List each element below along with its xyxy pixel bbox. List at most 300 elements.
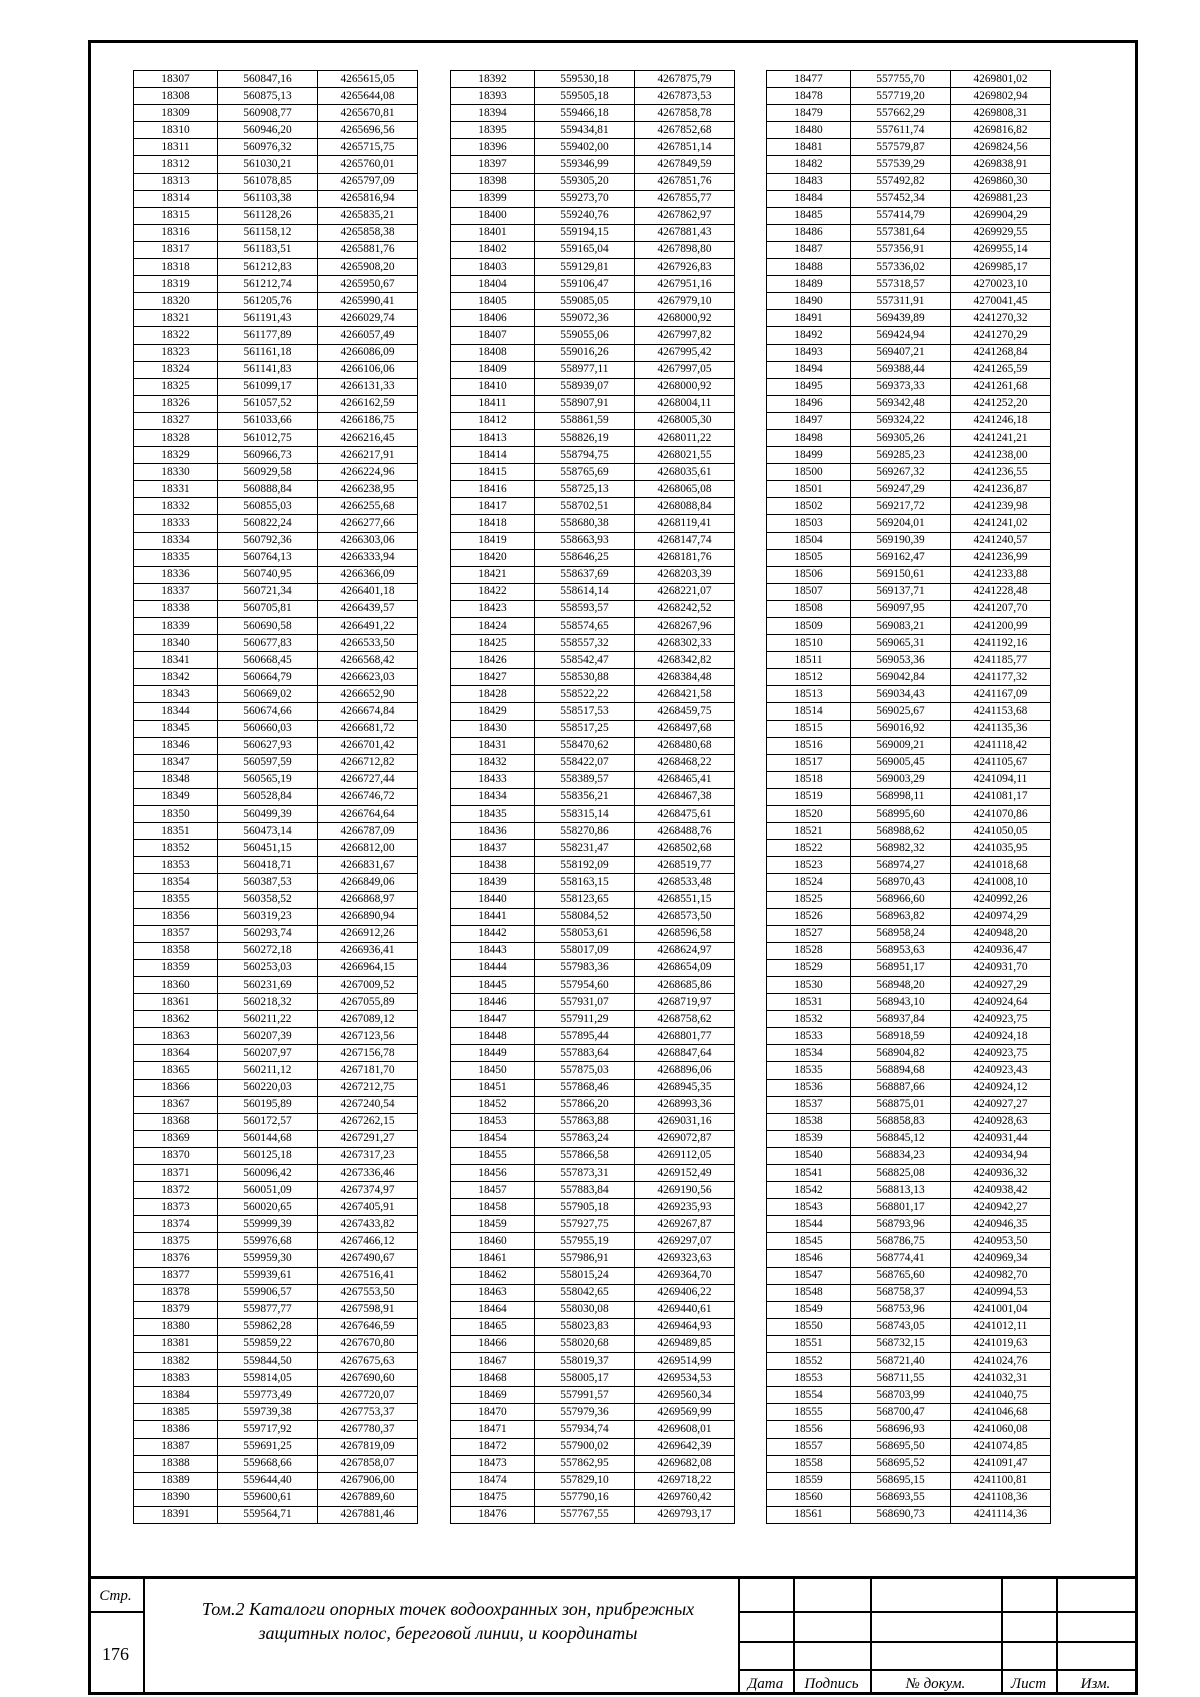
point-number-cell: 18327 [134, 412, 218, 429]
table-row [134, 173, 418, 190]
x-coordinate-cell: 560096,42 [218, 1165, 318, 1182]
x-coordinate-cell: 558593,57 [535, 600, 635, 617]
point-number-cell: 18527 [767, 925, 851, 942]
point-number-cell: 18411 [451, 395, 535, 412]
y-coordinate-cell: 4268035,61 [635, 464, 735, 481]
point-number-cell: 18395 [451, 122, 535, 139]
table-row [134, 1096, 418, 1113]
point-number-cell: 18442 [451, 925, 535, 942]
table-row [767, 737, 1051, 754]
table-row [134, 618, 418, 635]
table-row [451, 1182, 735, 1199]
y-coordinate-cell: 4267849,59 [635, 156, 735, 173]
x-coordinate-cell: 569034,43 [851, 686, 951, 703]
x-coordinate-cell: 559600,61 [218, 1489, 318, 1506]
x-coordinate-cell: 558702,51 [535, 498, 635, 515]
table-row [134, 994, 418, 1011]
point-number-cell: 18533 [767, 1028, 851, 1045]
sheet-label: Лист [1010, 1675, 1047, 1692]
y-coordinate-cell: 4265644,08 [318, 88, 418, 105]
table-row [767, 71, 1051, 88]
point-number-cell: 18472 [451, 1438, 535, 1455]
point-number-cell: 18499 [767, 447, 851, 464]
table-row [767, 241, 1051, 258]
x-coordinate-cell: 560674,66 [218, 703, 318, 720]
y-coordinate-cell: 4268945,35 [635, 1079, 735, 1096]
y-coordinate-cell: 4268468,22 [635, 754, 735, 771]
table-row [767, 583, 1051, 600]
point-number-cell: 18361 [134, 994, 218, 1011]
point-number-cell: 18510 [767, 635, 851, 652]
point-number-cell: 18344 [134, 703, 218, 720]
y-coordinate-cell: 4266217,91 [318, 447, 418, 464]
x-coordinate-cell: 558765,69 [535, 464, 635, 481]
y-coordinate-cell: 4268519,77 [635, 857, 735, 874]
point-number-cell: 18544 [767, 1216, 851, 1233]
x-coordinate-cell: 558557,32 [535, 635, 635, 652]
x-coordinate-cell: 568793,96 [851, 1216, 951, 1233]
y-coordinate-cell: 4268005,30 [635, 412, 735, 429]
point-number-cell: 18441 [451, 908, 535, 925]
point-number-cell: 18525 [767, 891, 851, 908]
y-coordinate-cell: 4267181,70 [318, 1062, 418, 1079]
x-coordinate-cell: 569285,23 [851, 447, 951, 464]
y-coordinate-cell: 4269569,99 [635, 1404, 735, 1421]
y-coordinate-cell: 4240942,27 [951, 1199, 1051, 1216]
y-coordinate-cell: 4240936,32 [951, 1165, 1051, 1182]
change-label: Изм. [1080, 1675, 1111, 1692]
y-coordinate-cell: 4241114,36 [951, 1506, 1051, 1523]
point-number-cell: 18421 [451, 566, 535, 583]
table-row [451, 1267, 735, 1284]
point-number-cell: 18557 [767, 1438, 851, 1455]
x-coordinate-cell: 568700,47 [851, 1404, 951, 1421]
x-coordinate-cell: 557719,20 [851, 88, 951, 105]
table-row [767, 1284, 1051, 1301]
point-number-cell: 18330 [134, 464, 218, 481]
x-coordinate-cell: 557955,19 [535, 1233, 635, 1250]
y-coordinate-cell: 4266029,74 [318, 310, 418, 327]
point-number-cell: 18322 [134, 327, 218, 344]
y-coordinate-cell: 4269297,07 [635, 1233, 735, 1250]
x-coordinate-cell: 557983,36 [535, 959, 635, 976]
y-coordinate-cell: 4240948,20 [951, 925, 1051, 942]
point-number-cell: 18320 [134, 293, 218, 310]
table-row [451, 276, 735, 293]
table-row [767, 481, 1051, 498]
x-coordinate-cell: 557492,82 [851, 173, 951, 190]
y-coordinate-cell: 4240928,63 [951, 1113, 1051, 1130]
y-coordinate-cell: 4266674,84 [318, 703, 418, 720]
table-row [767, 1387, 1051, 1404]
point-number-cell: 18424 [451, 618, 535, 635]
y-coordinate-cell: 4268242,52 [635, 600, 735, 617]
y-coordinate-cell: 4267951,16 [635, 276, 735, 293]
table-row [767, 1250, 1051, 1267]
table-row [767, 1011, 1051, 1028]
y-coordinate-cell: 4241070,86 [951, 806, 1051, 823]
point-number-cell: 18331 [134, 481, 218, 498]
x-coordinate-cell: 559773,49 [218, 1387, 318, 1404]
y-coordinate-cell: 4267881,46 [318, 1506, 418, 1523]
y-coordinate-cell: 4240946,35 [951, 1216, 1051, 1233]
y-coordinate-cell: 4267374,97 [318, 1182, 418, 1199]
table-row [451, 1387, 735, 1404]
y-coordinate-cell: 4269881,23 [951, 190, 1051, 207]
table-row [451, 344, 735, 361]
x-coordinate-cell: 568953,63 [851, 942, 951, 959]
table-row [134, 71, 418, 88]
point-number-cell: 18393 [451, 88, 535, 105]
y-coordinate-cell: 4270041,45 [951, 293, 1051, 310]
y-coordinate-cell: 4266533,50 [318, 635, 418, 652]
x-coordinate-cell: 561212,83 [218, 259, 318, 276]
point-number-cell: 18479 [767, 105, 851, 122]
x-coordinate-cell: 560597,59 [218, 754, 318, 771]
point-number-cell: 18531 [767, 994, 851, 1011]
point-number-cell: 18341 [134, 652, 218, 669]
point-number-cell: 18340 [134, 635, 218, 652]
point-number-cell: 18545 [767, 1233, 851, 1250]
point-number-cell: 18534 [767, 1045, 851, 1062]
x-coordinate-cell: 557539,29 [851, 156, 951, 173]
x-coordinate-cell: 568703,99 [851, 1387, 951, 1404]
y-coordinate-cell: 4265715,75 [318, 139, 418, 156]
x-coordinate-cell: 558315,14 [535, 806, 635, 823]
point-number-cell: 18380 [134, 1318, 218, 1335]
point-number-cell: 18555 [767, 1404, 851, 1421]
table-row [134, 583, 418, 600]
table-row [767, 515, 1051, 532]
point-number-cell: 18313 [134, 173, 218, 190]
table-row [451, 806, 735, 823]
x-coordinate-cell: 558542,47 [535, 652, 635, 669]
y-coordinate-cell: 4267553,50 [318, 1284, 418, 1301]
table-row [134, 857, 418, 874]
y-coordinate-cell: 4241228,48 [951, 583, 1051, 600]
table-row [767, 891, 1051, 908]
point-number-cell: 18426 [451, 652, 535, 669]
point-number-cell: 18537 [767, 1096, 851, 1113]
y-coordinate-cell: 4267317,23 [318, 1147, 418, 1164]
table-row [451, 618, 735, 635]
table-row [451, 1011, 735, 1028]
table-row [451, 720, 735, 737]
point-number-cell: 18326 [134, 395, 218, 412]
table-row [451, 156, 735, 173]
point-number-cell: 18336 [134, 566, 218, 583]
x-coordinate-cell: 560764,13 [218, 549, 318, 566]
x-coordinate-cell: 559402,00 [535, 139, 635, 156]
x-coordinate-cell: 560875,13 [218, 88, 318, 105]
point-number-cell: 18503 [767, 515, 851, 532]
table-row [134, 823, 418, 840]
x-coordinate-cell: 560220,03 [218, 1079, 318, 1096]
x-coordinate-cell: 557900,02 [535, 1438, 635, 1455]
y-coordinate-cell: 4266333,94 [318, 549, 418, 566]
x-coordinate-cell: 559644,40 [218, 1472, 318, 1489]
y-coordinate-cell: 4268475,61 [635, 806, 735, 823]
table-row [767, 1216, 1051, 1233]
x-coordinate-cell: 560125,18 [218, 1147, 318, 1164]
x-coordinate-cell: 557829,10 [535, 1472, 635, 1489]
y-coordinate-cell: 4240924,12 [951, 1079, 1051, 1096]
x-coordinate-cell: 559939,61 [218, 1267, 318, 1284]
table-row [451, 669, 735, 686]
point-number-cell: 18496 [767, 395, 851, 412]
point-number-cell: 18465 [451, 1318, 535, 1335]
y-coordinate-cell: 4240994,53 [951, 1284, 1051, 1301]
table-row [451, 891, 735, 908]
x-coordinate-cell: 558030,08 [535, 1301, 635, 1318]
table-row [767, 224, 1051, 241]
point-number-cell: 18311 [134, 139, 218, 156]
x-coordinate-cell: 560855,03 [218, 498, 318, 515]
y-coordinate-cell: 4266912,26 [318, 925, 418, 942]
table-row [767, 1335, 1051, 1352]
y-coordinate-cell: 4267858,07 [318, 1455, 418, 1472]
y-coordinate-cell: 4240924,64 [951, 994, 1051, 1011]
table-row [451, 1318, 735, 1335]
table-row [451, 600, 735, 617]
y-coordinate-cell: 4269489,85 [635, 1335, 735, 1352]
date-label: Дата [747, 1675, 784, 1692]
y-coordinate-cell: 4267690,60 [318, 1370, 418, 1387]
table-row [134, 1370, 418, 1387]
table-row [767, 1096, 1051, 1113]
table-row [451, 1370, 735, 1387]
x-coordinate-cell: 558123,65 [535, 891, 635, 908]
y-coordinate-cell: 4268467,38 [635, 788, 735, 805]
x-coordinate-cell: 559691,25 [218, 1438, 318, 1455]
x-coordinate-cell: 569097,95 [851, 600, 951, 617]
y-coordinate-cell: 4266186,75 [318, 412, 418, 429]
x-coordinate-cell: 557895,44 [535, 1028, 635, 1045]
point-number-cell: 18468 [451, 1370, 535, 1387]
point-number-cell: 18481 [767, 139, 851, 156]
y-coordinate-cell: 4241239,98 [951, 498, 1051, 515]
x-coordinate-cell: 568995,60 [851, 806, 951, 823]
point-number-cell: 18440 [451, 891, 535, 908]
point-number-cell: 18504 [767, 532, 851, 549]
y-coordinate-cell: 4268596,58 [635, 925, 735, 942]
y-coordinate-cell: 4240992,26 [951, 891, 1051, 908]
x-coordinate-cell: 568834,23 [851, 1147, 951, 1164]
point-number-cell: 18335 [134, 549, 218, 566]
x-coordinate-cell: 558517,25 [535, 720, 635, 737]
x-coordinate-cell: 561128,26 [218, 207, 318, 224]
table-row [451, 1250, 735, 1267]
table-row [451, 959, 735, 976]
table-row [451, 1062, 735, 1079]
y-coordinate-cell: 4241236,87 [951, 481, 1051, 498]
x-coordinate-cell: 560669,02 [218, 686, 318, 703]
point-number-cell: 18412 [451, 412, 535, 429]
point-number-cell: 18385 [134, 1404, 218, 1421]
table-row [451, 1147, 735, 1164]
table-row [451, 464, 735, 481]
point-number-cell: 18428 [451, 686, 535, 703]
y-coordinate-cell: 4267862,97 [635, 207, 735, 224]
document-number-label: № докум. [905, 1675, 966, 1692]
point-number-cell: 18398 [451, 173, 535, 190]
x-coordinate-cell: 560499,39 [218, 806, 318, 823]
y-coordinate-cell: 4241108,36 [951, 1489, 1051, 1506]
point-number-cell: 18437 [451, 840, 535, 857]
y-coordinate-cell: 4266238,95 [318, 481, 418, 498]
table-row [767, 173, 1051, 190]
table-row [134, 447, 418, 464]
x-coordinate-cell: 558005,17 [535, 1370, 635, 1387]
point-number-cell: 18486 [767, 224, 851, 241]
x-coordinate-cell: 568963,82 [851, 908, 951, 925]
y-coordinate-cell: 4269152,49 [635, 1165, 735, 1182]
y-coordinate-cell: 4266812,00 [318, 840, 418, 857]
table-row [767, 1079, 1051, 1096]
y-coordinate-cell: 4241236,99 [951, 549, 1051, 566]
table-row [451, 190, 735, 207]
x-coordinate-cell: 559877,77 [218, 1301, 318, 1318]
table-row [767, 806, 1051, 823]
table-row [451, 1353, 735, 1370]
x-coordinate-cell: 559305,20 [535, 173, 635, 190]
table-row [451, 327, 735, 344]
x-coordinate-cell: 558015,24 [535, 1267, 635, 1284]
x-coordinate-cell: 557873,31 [535, 1165, 635, 1182]
table-row [767, 344, 1051, 361]
x-coordinate-cell: 560888,84 [218, 481, 318, 498]
y-coordinate-cell: 4267873,53 [635, 88, 735, 105]
x-coordinate-cell: 569009,21 [851, 737, 951, 754]
x-coordinate-cell: 557868,46 [535, 1079, 635, 1096]
x-coordinate-cell: 568711,55 [851, 1370, 951, 1387]
table-row [767, 754, 1051, 771]
x-coordinate-cell: 557336,02 [851, 259, 951, 276]
y-coordinate-cell: 4265816,94 [318, 190, 418, 207]
x-coordinate-cell: 557927,75 [535, 1216, 635, 1233]
point-number-cell: 18436 [451, 823, 535, 840]
point-number-cell: 18369 [134, 1130, 218, 1147]
y-coordinate-cell: 4266936,41 [318, 942, 418, 959]
point-number-cell: 18447 [451, 1011, 535, 1028]
x-coordinate-cell: 568696,93 [851, 1421, 951, 1438]
x-coordinate-cell: 568982,32 [851, 840, 951, 857]
x-coordinate-cell: 559814,05 [218, 1370, 318, 1387]
y-coordinate-cell: 4265670,81 [318, 105, 418, 122]
y-coordinate-cell: 4267466,12 [318, 1233, 418, 1250]
table-row [767, 207, 1051, 224]
table-row [767, 395, 1051, 412]
x-coordinate-cell: 559717,92 [218, 1421, 318, 1438]
point-number-cell: 18454 [451, 1130, 535, 1147]
x-coordinate-cell: 569342,48 [851, 395, 951, 412]
table-row [451, 771, 735, 788]
point-number-cell: 18416 [451, 481, 535, 498]
x-coordinate-cell: 560293,74 [218, 925, 318, 942]
table-row [134, 686, 418, 703]
y-coordinate-cell: 4267212,75 [318, 1079, 418, 1096]
table-row [134, 1199, 418, 1216]
y-coordinate-cell: 4241081,17 [951, 788, 1051, 805]
table-row [134, 532, 418, 549]
table-row [767, 720, 1051, 737]
point-number-cell: 18362 [134, 1011, 218, 1028]
x-coordinate-cell: 560528,84 [218, 788, 318, 805]
point-number-cell: 18506 [767, 566, 851, 583]
point-number-cell: 18444 [451, 959, 535, 976]
x-coordinate-cell: 558939,07 [535, 378, 635, 395]
x-coordinate-cell: 559564,71 [218, 1506, 318, 1523]
point-number-cell: 18399 [451, 190, 535, 207]
table-row [451, 88, 735, 105]
point-number-cell: 18375 [134, 1233, 218, 1250]
point-number-cell: 18509 [767, 618, 851, 635]
x-coordinate-cell: 560272,18 [218, 942, 318, 959]
x-coordinate-cell: 568825,08 [851, 1165, 951, 1182]
point-number-cell: 18329 [134, 447, 218, 464]
x-coordinate-cell: 560051,09 [218, 1182, 318, 1199]
x-coordinate-cell: 560664,79 [218, 669, 318, 686]
point-number-cell: 18446 [451, 994, 535, 1011]
x-coordinate-cell: 559466,18 [535, 105, 635, 122]
table-row [134, 1284, 418, 1301]
table-row [767, 959, 1051, 976]
x-coordinate-cell: 557356,91 [851, 241, 951, 258]
point-number-cell: 18309 [134, 105, 218, 122]
point-number-cell: 18536 [767, 1079, 851, 1096]
point-number-cell: 18318 [134, 259, 218, 276]
table-row [767, 1233, 1051, 1250]
table-row [451, 378, 735, 395]
x-coordinate-cell: 557979,36 [535, 1404, 635, 1421]
point-number-cell: 18471 [451, 1421, 535, 1438]
point-number-cell: 18515 [767, 720, 851, 737]
x-coordinate-cell: 560966,73 [218, 447, 318, 464]
x-coordinate-cell: 557311,91 [851, 293, 951, 310]
y-coordinate-cell: 4267753,37 [318, 1404, 418, 1421]
table-row [134, 122, 418, 139]
x-coordinate-cell: 560172,57 [218, 1113, 318, 1130]
table-row [134, 1506, 418, 1523]
table-row [134, 310, 418, 327]
point-number-cell: 18419 [451, 532, 535, 549]
x-coordinate-cell: 559959,30 [218, 1250, 318, 1267]
point-number-cell: 18324 [134, 361, 218, 378]
point-number-cell: 18352 [134, 840, 218, 857]
table-row [767, 686, 1051, 703]
point-number-cell: 18484 [767, 190, 851, 207]
y-coordinate-cell: 4241261,68 [951, 378, 1051, 395]
x-coordinate-cell: 558646,25 [535, 549, 635, 566]
table-row [451, 840, 735, 857]
x-coordinate-cell: 559862,28 [218, 1318, 318, 1335]
table-row [134, 293, 418, 310]
x-coordinate-cell: 560946,20 [218, 122, 318, 139]
signature-label: Подпись [804, 1675, 859, 1692]
point-number-cell: 18377 [134, 1267, 218, 1284]
table-row [134, 840, 418, 857]
point-number-cell: 18502 [767, 498, 851, 515]
point-number-cell: 18346 [134, 737, 218, 754]
y-coordinate-cell: 4269235,93 [635, 1199, 735, 1216]
point-number-cell: 18451 [451, 1079, 535, 1096]
table-row [451, 754, 735, 771]
page-number: 176 [102, 1643, 129, 1664]
x-coordinate-cell: 559668,66 [218, 1455, 318, 1472]
y-coordinate-cell: 4267055,89 [318, 994, 418, 1011]
point-number-cell: 18461 [451, 1250, 535, 1267]
x-coordinate-cell: 569373,33 [851, 378, 951, 395]
